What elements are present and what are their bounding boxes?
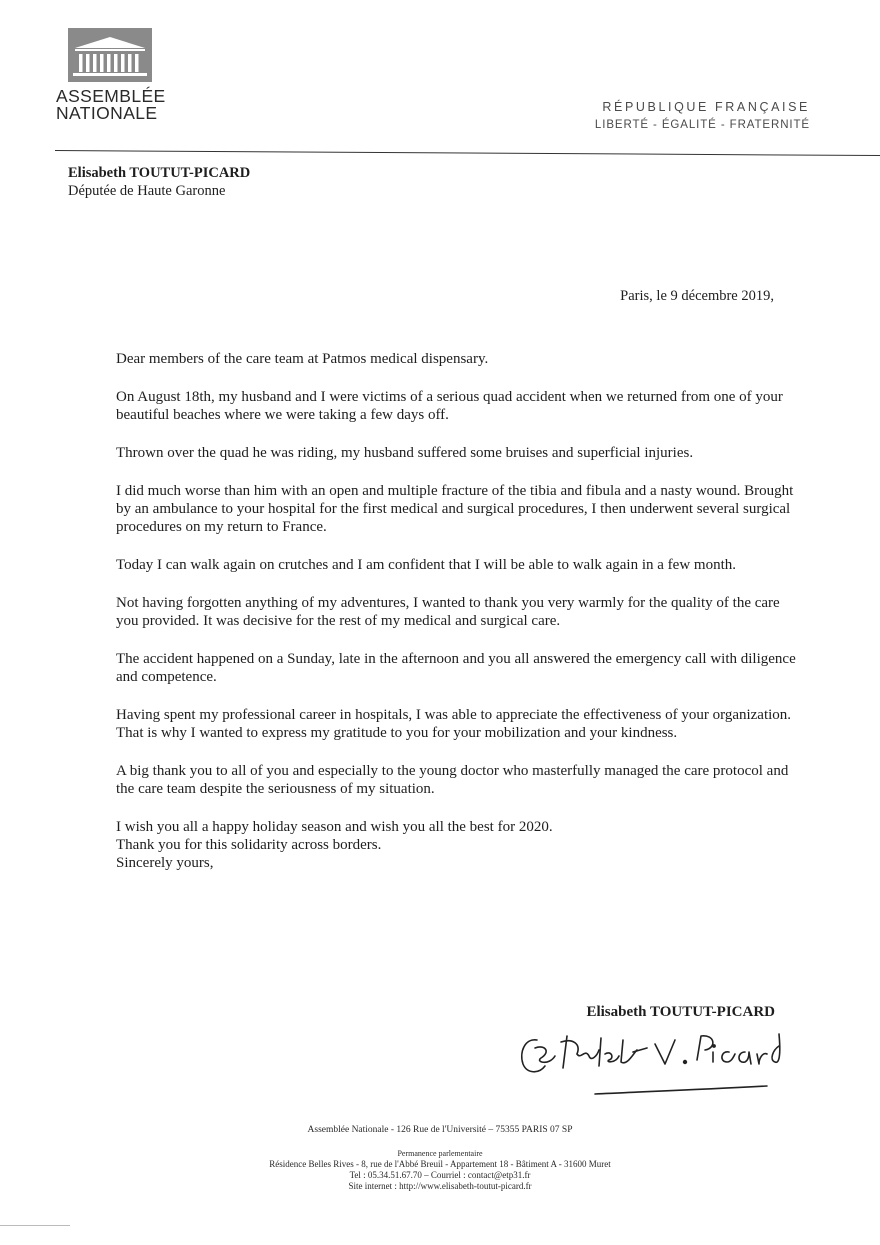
author-block: [68, 164, 250, 200]
paragraph: Today I can walk again on crutches and I am confident that I will be able to walk again in a few month.: [116, 557, 736, 573]
footer-line: Permanence parlementaire: [397, 1149, 483, 1158]
header-divider: [55, 150, 880, 156]
footer-line: Tel : 05.34.51.67.70 – Courriel : contact@etp31.fr: [349, 1170, 531, 1180]
republic-header: [595, 98, 810, 134]
republic-motto: LIBERTÉ - ÉGALITÉ - FRATERNITÉ: [594, 119, 810, 131]
author-title: Députée de Haute Garonne: [68, 183, 226, 199]
closing-line: I wish you all a happy holiday season and wish you all the best for 2020.: [116, 819, 553, 835]
closing-line: Sincerely yours,: [116, 855, 214, 871]
paragraph: Having spent my professional career in hospitals, I was able to appreciate the effectiveness of your organization. That is why I wanted to express my gratitude to you for your mobilization and your kindness.: [116, 707, 792, 741]
salutation: Dear members of the care team at Patmos medical dispensary.: [116, 351, 489, 367]
paragraph: On August 18th, my husband and I were victims of a serious quad accident when we returned from one of your beautiful beaches where we were taking a few days off.: [116, 389, 783, 423]
footer-address: Assemblée Nationale - 126 Rue de l'Université – 75355 PARIS 07 SP: [307, 1125, 573, 1135]
scan-edge-line: [0, 1225, 70, 1226]
republic-title: RÉPUBLIQUE FRANÇAISE: [602, 100, 810, 114]
paragraph: Not having forgotten anything of my adventures, I wanted to thank you very warmly for the quality of the care you provided. It was decisive for the rest of my medical and surgical care.: [116, 595, 780, 629]
logo-text-line2: NATIONALE: [56, 103, 158, 123]
letter-body: [116, 350, 800, 872]
author-name: Elisabeth TOUTUT-PICARD: [68, 165, 251, 181]
footer-line: Résidence Belles Rives - 8, rue de l'Abbé Breuil - Appartement 18 - Bâtiment A - 31600 Muret: [269, 1159, 611, 1169]
letter-footer: [0, 1125, 880, 1192]
letter-date: Paris, le 9 décembre 2019,: [620, 288, 774, 304]
assemblee-nationale-logo: [56, 28, 166, 122]
logo-text-line1: ASSEMBLÉE: [56, 86, 166, 106]
paragraph: Thrown over the quad he was riding, my husband suffered some bruises and superficial injuries.: [116, 445, 694, 461]
closing-line: Thank you for this solidarity across borders.: [116, 837, 382, 853]
paragraph: A big thank you to all of you and especially to the young doctor who masterfully managed the care protocol and the care team despite the seriousness of my situation.: [116, 763, 789, 797]
parliament-building-icon: [68, 28, 152, 82]
paragraph: The accident happened on a Sunday, late in the afternoon and you all answered the emergency call with diligence and competence.: [116, 651, 796, 685]
footer-line: Site internet : http://www.elisabeth-toutut-picard.fr: [348, 1181, 532, 1191]
closing: [116, 818, 800, 872]
paragraph: I did much worse than him with an open and multiple fracture of the tibia and fibula and a nasty wound. Brought by an ambulance to your hospital for the first medical and surgical procedures, I then underwent several surgical procedures on my return to France.: [116, 483, 794, 535]
signature-name: Elisabeth TOUTUT-PICARD: [586, 1004, 775, 1020]
handwritten-signature: [515, 1026, 785, 1106]
